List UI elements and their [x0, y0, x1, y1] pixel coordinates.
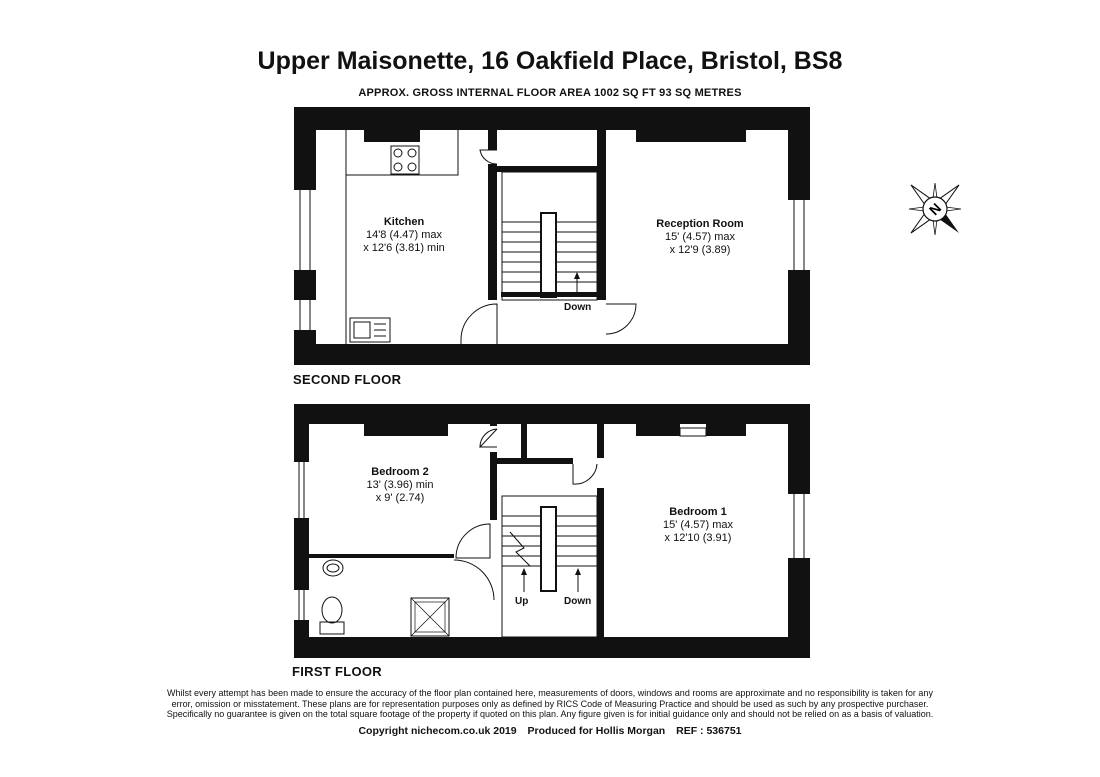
- footer-reference: REF : 536751: [676, 725, 742, 737]
- bedroom-1-dimension-2: x 12'10 (3.91): [664, 532, 732, 544]
- reception-room-label: [635, 218, 765, 257]
- reception-room-dimension-1: 15' (4.57) max: [665, 231, 735, 243]
- footer-produced-for: Produced for Hollis Morgan: [527, 725, 666, 737]
- footer-copyright: Copyright nichecom.co.uk 2019: [358, 725, 517, 737]
- floor-area-subtitle: APPROX. GROSS INTERNAL FLOOR AREA 1002 SQ FT 93 SQ METRES: [358, 87, 742, 99]
- second-floor-stairs-down-label: Down: [564, 302, 592, 313]
- bedroom-2-dimension-2: x 9' (2.74): [375, 492, 425, 504]
- disclaimer-line: Whilst every attempt has been made to ensure the accuracy of the floor plan contained here, measurements of doors, windows and rooms are approximate and no responsibility is taken for any: [167, 688, 933, 698]
- bedroom-2-label: [340, 466, 460, 505]
- reception-room-dimension-2: x 12'9 (3.89): [669, 244, 731, 256]
- bedroom-1-name: Bedroom 1: [669, 506, 727, 518]
- bedroom-1-dimension-1: 15' (4.57) max: [663, 519, 733, 531]
- first-floor-label: FIRST FLOOR: [292, 664, 382, 679]
- disclaimer-line: Specifically no guarantee is given on the total square footage of the property if quoted on this plan. Any figure given is for initial guidance only and should not be relied on as a basis of valuation.: [166, 709, 934, 719]
- kitchen-label: [344, 216, 464, 255]
- kitchen-dimension-2: x 12'6 (3.81) min: [363, 242, 445, 254]
- disclaimer: [80, 688, 1020, 720]
- bedroom-2-dimension-1: 13' (3.96) min: [366, 479, 434, 491]
- bedroom-1-label: [633, 506, 763, 545]
- footer: [0, 725, 1100, 737]
- kitchen-dimension-1: 14'8 (4.47) max: [365, 229, 443, 241]
- reception-room-name: Reception Room: [656, 218, 744, 230]
- kitchen-name: Kitchen: [383, 216, 425, 228]
- bedroom-2-name: Bedroom 2: [371, 466, 429, 478]
- first-floor-stairs-down-label: Down: [564, 596, 592, 607]
- first-floor-stairs-up-label: Up: [515, 596, 529, 607]
- compass-icon: [907, 181, 962, 236]
- page-title: Upper Maisonette, 16 Oakfield Place, Bristol, BS8: [257, 47, 843, 75]
- second-floor-label: SECOND FLOOR: [293, 372, 402, 387]
- compass-north-letter: N: [925, 199, 945, 219]
- disclaimer-line: error, omission or misstatement. These plans are for representation purposes only as defined by RICS Code of Measuring Practice and should be used as such by any prospective purchaser.: [171, 698, 929, 709]
